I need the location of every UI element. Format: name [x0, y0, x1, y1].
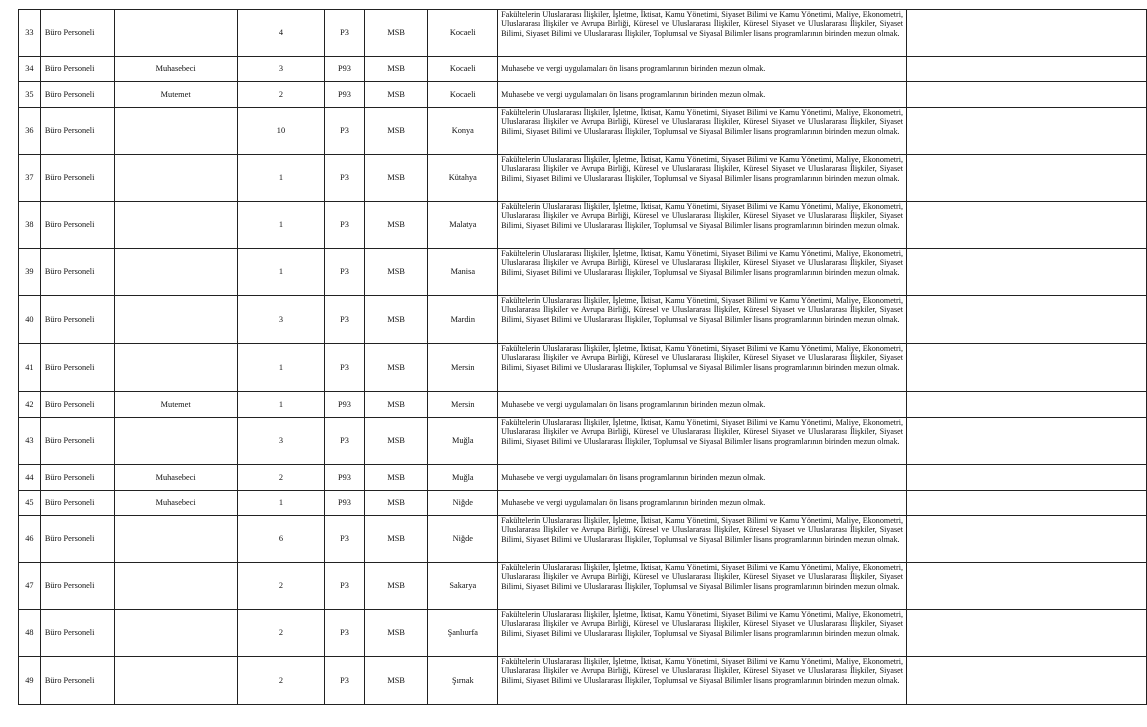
qualification-group: P3 [325, 516, 365, 563]
institution: MSB [364, 657, 428, 705]
city: Malatya [428, 202, 498, 249]
qualification-group: P3 [325, 202, 365, 249]
institution: MSB [364, 610, 428, 657]
table-row [19, 57, 1147, 82]
table-row [19, 202, 1147, 249]
institution: MSB [364, 344, 428, 392]
qualification-group: P93 [325, 491, 365, 516]
institution: MSB [364, 249, 428, 296]
specialty [114, 108, 237, 155]
institution: MSB [364, 82, 428, 108]
qualification-group: P3 [325, 418, 365, 465]
notes [907, 249, 1147, 296]
position-title: Büro Personeli [40, 491, 114, 516]
city: Kocaeli [428, 57, 498, 82]
qualification-group: P3 [325, 296, 365, 344]
notes [907, 610, 1147, 657]
qualification-group: P3 [325, 108, 365, 155]
table-row [19, 344, 1147, 392]
position-count: 3 [237, 296, 324, 344]
position-count: 2 [237, 610, 324, 657]
qualification-group: P93 [325, 465, 365, 491]
city: Niğde [428, 516, 498, 563]
city: Mersin [428, 344, 498, 392]
notes [907, 57, 1147, 82]
position-title: Büro Personeli [40, 82, 114, 108]
specialty: Muhasebeci [114, 57, 237, 82]
row-number: 45 [19, 491, 41, 516]
requirements: Fakültelerin Uluslararası İlişkiler, İşletme, İktisat, Kamu Yönetimi, Siyaset Bilimi ve Kamu Yönetimi, Maliye, Ekonometri, Uluslararası İlişkiler ve Avrupa Birliği, Küresel ve Uluslararası İlişkiler, Küresel Siyaset ve Uluslararası İlişkiler, Siyaset Bilimi, Siyaset Bilimi ve Uluslararası İlişkiler, Toplumsal ve Siyasal Bilimler lisans programlarının birinden mezun olmak. [498, 155, 907, 202]
qualification-group: P93 [325, 57, 365, 82]
position-count: 2 [237, 82, 324, 108]
city: Mersin [428, 392, 498, 418]
specialty [114, 296, 237, 344]
specialty: Muhasebeci [114, 491, 237, 516]
qualification-group: P93 [325, 392, 365, 418]
notes [907, 296, 1147, 344]
row-number: 48 [19, 610, 41, 657]
institution: MSB [364, 10, 428, 57]
specialty: Mutemet [114, 82, 237, 108]
position-title: Büro Personeli [40, 57, 114, 82]
position-title: Büro Personeli [40, 516, 114, 563]
qualification-group: P3 [325, 344, 365, 392]
qualification-group: P3 [325, 155, 365, 202]
requirements: Muhasebe ve vergi uygulamaları ön lisans programlarının birinden mezun olmak. [498, 82, 907, 108]
notes [907, 108, 1147, 155]
requirements: Fakültelerin Uluslararası İlişkiler, İşletme, İktisat, Kamu Yönetimi, Siyaset Bilimi ve Kamu Yönetimi, Maliye, Ekonometri, Uluslararası İlişkiler ve Avrupa Birliği, Küresel ve Uluslararası İlişkiler, Küresel Siyaset ve Uluslararası İlişkiler, Siyaset Bilimi, Siyaset Bilimi ve Uluslararası İlişkiler, Toplumsal ve Siyasal Bilimler lisans programlarının birinden mezun olmak. [498, 344, 907, 392]
notes [907, 392, 1147, 418]
specialty [114, 155, 237, 202]
row-number: 34 [19, 57, 41, 82]
city: Kütahya [428, 155, 498, 202]
table-row [19, 10, 1147, 57]
requirements: Fakültelerin Uluslararası İlişkiler, İşletme, İktisat, Kamu Yönetimi, Siyaset Bilimi ve Kamu Yönetimi, Maliye, Ekonometri, Uluslararası İlişkiler ve Avrupa Birliği, Küresel ve Uluslararası İlişkiler, Küresel Siyaset ve Uluslararası İlişkiler, Siyaset Bilimi, Siyaset Bilimi ve Uluslararası İlişkiler, Toplumsal ve Siyasal Bilimler lisans programlarının birinden mezun olmak. [498, 108, 907, 155]
row-number: 42 [19, 392, 41, 418]
specialty [114, 516, 237, 563]
notes [907, 491, 1147, 516]
table-row [19, 82, 1147, 108]
institution: MSB [364, 491, 428, 516]
table-row [19, 657, 1147, 705]
specialty: Mutemet [114, 392, 237, 418]
specialty [114, 249, 237, 296]
institution: MSB [364, 296, 428, 344]
requirements: Fakültelerin Uluslararası İlişkiler, İşletme, İktisat, Kamu Yönetimi, Siyaset Bilimi ve Kamu Yönetimi, Maliye, Ekonometri, Uluslararası İlişkiler ve Avrupa Birliği, Küresel ve Uluslararası İlişkiler, Küresel Siyaset ve Uluslararası İlişkiler, Siyaset Bilimi, Siyaset Bilimi ve Uluslararası İlişkiler, Toplumsal ve Siyasal Bilimler lisans programlarının birinden mezun olmak. [498, 249, 907, 296]
table-row [19, 296, 1147, 344]
requirements: Fakültelerin Uluslararası İlişkiler, İşletme, İktisat, Kamu Yönetimi, Siyaset Bilimi ve Kamu Yönetimi, Maliye, Ekonometri, Uluslararası İlişkiler ve Avrupa Birliği, Küresel ve Uluslararası İlişkiler, Küresel Siyaset ve Uluslararası İlişkiler, Siyaset Bilimi, Siyaset Bilimi ve Uluslararası İlişkiler, Toplumsal ve Siyasal Bilimler lisans programlarının birinden mezun olmak. [498, 418, 907, 465]
notes [907, 516, 1147, 563]
row-number: 35 [19, 82, 41, 108]
table-row [19, 491, 1147, 516]
city: Muğla [428, 465, 498, 491]
position-title: Büro Personeli [40, 344, 114, 392]
position-title: Büro Personeli [40, 392, 114, 418]
requirements: Muhasebe ve vergi uygulamaları ön lisans programlarının birinden mezun olmak. [498, 57, 907, 82]
table-row [19, 418, 1147, 465]
position-title: Büro Personeli [40, 563, 114, 610]
notes [907, 202, 1147, 249]
notes [907, 657, 1147, 705]
requirements: Fakültelerin Uluslararası İlişkiler, İşletme, İktisat, Kamu Yönetimi, Siyaset Bilimi ve Kamu Yönetimi, Maliye, Ekonometri, Uluslararası İlişkiler ve Avrupa Birliği, Küresel ve Uluslararası İlişkiler, Küresel Siyaset ve Uluslararası İlişkiler, Siyaset Bilimi, Siyaset Bilimi ve Uluslararası İlişkiler, Toplumsal ve Siyasal Bilimler lisans programlarının birinden mezun olmak. [498, 10, 907, 57]
table-row [19, 516, 1147, 563]
position-title: Büro Personeli [40, 108, 114, 155]
requirements: Muhasebe ve vergi uygulamaları ön lisans programlarının birinden mezun olmak. [498, 491, 907, 516]
position-table [18, 9, 1147, 705]
requirements: Fakültelerin Uluslararası İlişkiler, İşletme, İktisat, Kamu Yönetimi, Siyaset Bilimi ve Kamu Yönetimi, Maliye, Ekonometri, Uluslararası İlişkiler ve Avrupa Birliği, Küresel ve Uluslararası İlişkiler, Küresel Siyaset ve Uluslararası İlişkiler, Siyaset Bilimi, Siyaset Bilimi ve Uluslararası İlişkiler, Toplumsal ve Siyasal Bilimler lisans programlarının birinden mezun olmak. [498, 516, 907, 563]
specialty [114, 10, 237, 57]
position-count: 3 [237, 57, 324, 82]
specialty [114, 418, 237, 465]
table-row [19, 465, 1147, 491]
city: Muğla [428, 418, 498, 465]
requirements: Fakültelerin Uluslararası İlişkiler, İşletme, İktisat, Kamu Yönetimi, Siyaset Bilimi ve Kamu Yönetimi, Maliye, Ekonometri, Uluslararası İlişkiler ve Avrupa Birliği, Küresel ve Uluslararası İlişkiler, Küresel Siyaset ve Uluslararası İlişkiler, Siyaset Bilimi, Siyaset Bilimi ve Uluslararası İlişkiler, Toplumsal ve Siyasal Bilimler lisans programlarının birinden mezun olmak. [498, 563, 907, 610]
notes [907, 10, 1147, 57]
position-title: Büro Personeli [40, 465, 114, 491]
row-number: 40 [19, 296, 41, 344]
position-count: 1 [237, 491, 324, 516]
position-title: Büro Personeli [40, 610, 114, 657]
row-number: 44 [19, 465, 41, 491]
institution: MSB [364, 516, 428, 563]
table-row [19, 155, 1147, 202]
requirements: Fakültelerin Uluslararası İlişkiler, İşletme, İktisat, Kamu Yönetimi, Siyaset Bilimi ve Kamu Yönetimi, Maliye, Ekonometri, Uluslararası İlişkiler ve Avrupa Birliği, Küresel ve Uluslararası İlişkiler, Küresel Siyaset ve Uluslararası İlişkiler, Siyaset Bilimi, Siyaset Bilimi ve Uluslararası İlişkiler, Toplumsal ve Siyasal Bilimler lisans programlarının birinden mezun olmak. [498, 657, 907, 705]
institution: MSB [364, 392, 428, 418]
qualification-group: P3 [325, 249, 365, 296]
requirements: Fakültelerin Uluslararası İlişkiler, İşletme, İktisat, Kamu Yönetimi, Siyaset Bilimi ve Kamu Yönetimi, Maliye, Ekonometri, Uluslararası İlişkiler ve Avrupa Birliği, Küresel ve Uluslararası İlişkiler, Küresel Siyaset ve Uluslararası İlişkiler, Siyaset Bilimi, Siyaset Bilimi ve Uluslararası İlişkiler, Toplumsal ve Siyasal Bilimler lisans programlarının birinden mezun olmak. [498, 610, 907, 657]
position-count: 6 [237, 516, 324, 563]
qualification-group: P3 [325, 610, 365, 657]
position-count: 1 [237, 392, 324, 418]
requirements: Muhasebe ve vergi uygulamaları ön lisans programlarının birinden mezun olmak. [498, 465, 907, 491]
institution: MSB [364, 202, 428, 249]
row-number: 38 [19, 202, 41, 249]
institution: MSB [364, 465, 428, 491]
position-count: 10 [237, 108, 324, 155]
qualification-group: P93 [325, 82, 365, 108]
institution: MSB [364, 155, 428, 202]
position-title: Büro Personeli [40, 202, 114, 249]
city: Sakarya [428, 563, 498, 610]
requirements: Muhasebe ve vergi uygulamaları ön lisans programlarının birinden mezun olmak. [498, 392, 907, 418]
qualification-group: P3 [325, 657, 365, 705]
specialty [114, 563, 237, 610]
position-title: Büro Personeli [40, 155, 114, 202]
institution: MSB [364, 57, 428, 82]
table-row [19, 563, 1147, 610]
position-title: Büro Personeli [40, 418, 114, 465]
position-count: 2 [237, 465, 324, 491]
row-number: 39 [19, 249, 41, 296]
row-number: 46 [19, 516, 41, 563]
position-count: 1 [237, 155, 324, 202]
city: Mardin [428, 296, 498, 344]
qualification-group: P3 [325, 10, 365, 57]
institution: MSB [364, 418, 428, 465]
notes [907, 344, 1147, 392]
position-count: 3 [237, 418, 324, 465]
position-title: Büro Personeli [40, 296, 114, 344]
row-number: 37 [19, 155, 41, 202]
city: Niğde [428, 491, 498, 516]
row-number: 33 [19, 10, 41, 57]
notes [907, 155, 1147, 202]
position-count: 1 [237, 249, 324, 296]
city: Konya [428, 108, 498, 155]
specialty [114, 610, 237, 657]
position-count: 1 [237, 202, 324, 249]
position-title: Büro Personeli [40, 657, 114, 705]
row-number: 49 [19, 657, 41, 705]
table-row [19, 392, 1147, 418]
notes [907, 465, 1147, 491]
position-count: 2 [237, 657, 324, 705]
city: Kocaeli [428, 82, 498, 108]
row-number: 36 [19, 108, 41, 155]
position-count: 4 [237, 10, 324, 57]
position-title: Büro Personeli [40, 249, 114, 296]
notes [907, 418, 1147, 465]
specialty: Muhasebeci [114, 465, 237, 491]
specialty [114, 657, 237, 705]
position-title: Büro Personeli [40, 10, 114, 57]
position-count: 2 [237, 563, 324, 610]
city: Şanlıurfa [428, 610, 498, 657]
specialty [114, 202, 237, 249]
table-row [19, 108, 1147, 155]
notes [907, 563, 1147, 610]
institution: MSB [364, 563, 428, 610]
specialty [114, 344, 237, 392]
city: Manisa [428, 249, 498, 296]
row-number: 41 [19, 344, 41, 392]
requirements: Fakültelerin Uluslararası İlişkiler, İşletme, İktisat, Kamu Yönetimi, Siyaset Bilimi ve Kamu Yönetimi, Maliye, Ekonometri, Uluslararası İlişkiler ve Avrupa Birliği, Küresel ve Uluslararası İlişkiler, Küresel Siyaset ve Uluslararası İlişkiler, Siyaset Bilimi, Siyaset Bilimi ve Uluslararası İlişkiler, Toplumsal ve Siyasal Bilimler lisans programlarının birinden mezun olmak. [498, 202, 907, 249]
city: Şırnak [428, 657, 498, 705]
table-row [19, 610, 1147, 657]
requirements: Fakültelerin Uluslararası İlişkiler, İşletme, İktisat, Kamu Yönetimi, Siyaset Bilimi ve Kamu Yönetimi, Maliye, Ekonometri, Uluslararası İlişkiler ve Avrupa Birliği, Küresel ve Uluslararası İlişkiler, Küresel Siyaset ve Uluslararası İlişkiler, Siyaset Bilimi, Siyaset Bilimi ve Uluslararası İlişkiler, Toplumsal ve Siyasal Bilimler lisans programlarının birinden mezun olmak. [498, 296, 907, 344]
table-row [19, 249, 1147, 296]
notes [907, 82, 1147, 108]
qualification-group: P3 [325, 563, 365, 610]
row-number: 47 [19, 563, 41, 610]
position-count: 1 [237, 344, 324, 392]
city: Kocaeli [428, 10, 498, 57]
row-number: 43 [19, 418, 41, 465]
institution: MSB [364, 108, 428, 155]
